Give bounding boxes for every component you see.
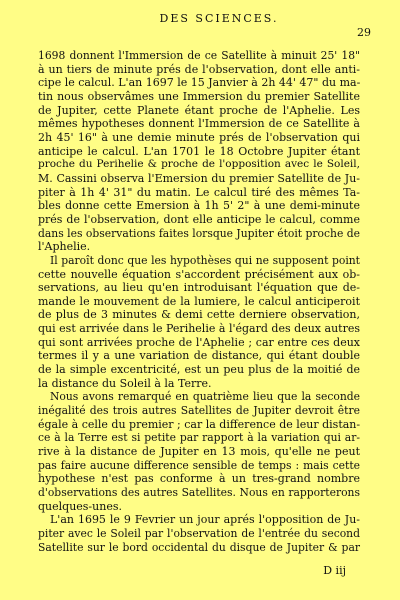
text-line: égale à celle du premier ; car la difference de leur distan- <box>38 417 361 431</box>
text-line: l'Aphelie. <box>38 240 91 254</box>
text-line: anticipe le calcul. L'an 1701 le 18 Octobre Jupiter étant <box>38 144 360 158</box>
text-line: de Jupiter, cette Planete étant proche de l'Aphelie. Les <box>38 103 360 117</box>
paragraph-2 <box>38 254 360 391</box>
paragraph-1 <box>38 49 360 254</box>
text-line: de plus de 3 minutes & demi cette derniere observation, <box>38 308 360 322</box>
text-line: ce à la Terre est si petite par rapport à la variation qui ar- <box>38 431 360 445</box>
text-line: de la simple excentricité, est un peu plus de la moitié de <box>38 363 360 377</box>
text-line: Satellite sur le bord occidental du disque de Jupiter & par <box>38 540 360 554</box>
text-line: tin nous observâmes une Immersion du premier Satellite <box>38 89 360 103</box>
text-line: piter avec le Soleil par l'observation de l'entrée du second <box>38 526 360 540</box>
text-line: rive à la distance de Jupiter en 13 mois, qu'elle ne peut <box>38 445 360 459</box>
text-line: d'observations des autres Satellites. Nous en rapporterons <box>38 486 360 499</box>
text-line: Nous avons remarqué en quatrième lieu que la seconde <box>50 390 360 404</box>
paragraph-4 <box>38 513 360 554</box>
text-line: la distance du Soleil à la Terre. <box>38 376 212 390</box>
text-line: quelques-unes. <box>38 499 122 513</box>
text-line: proche du Perihelie & proche de l'opposition avec le Soleil, <box>38 158 360 171</box>
text-line: qui sont arrivées proche de l'Aphelie ; car entre ces deux <box>38 335 360 349</box>
text-line: dans les observations faites lorsque Jupiter étoit proche de <box>38 226 360 240</box>
text-line: servations, au lieu qu'en introduisant l'équation que de- <box>38 281 360 295</box>
text-line: termes il y a une variation de distance, qui étant double <box>38 349 360 363</box>
text-line: pas faire aucune difference sensible de temps : mais cette <box>38 458 360 472</box>
text-line: bles donne cette Emersion à 1h 5' 2" à une demi-minute <box>38 199 360 213</box>
text-line: prés de l'observation, dont elle anticipe le calcul, comme <box>38 212 360 226</box>
text-line: M. Cassini observa l'Emersion du premier Satellite de Ju- <box>38 171 360 185</box>
text-line: inégalité des trois autres Satellites de Jupiter devroit être <box>38 404 360 418</box>
text-line: hypothese n'est pas conforme à un tres-grand nombre <box>38 472 360 486</box>
text-line: qui est arrivée dans le Perihelie à l'égard des deux autres <box>38 322 360 336</box>
text-line: mande le mouvement de la lumiere, le calcul anticiperoit <box>38 294 360 308</box>
text-line: mêmes hypotheses donnent l'Immersion de ce Satellite à <box>38 117 360 131</box>
text-line: L'an 1695 le 9 Fevrier un jour aprés l'opposition de Ju- <box>50 513 360 527</box>
text-line: cipe le calcul. L'an 1697 le 15 Janvier à 2h 44' 47" du ma- <box>38 76 361 90</box>
text-line: cette nouvelle équation s'accordent précisément aux ob- <box>38 267 360 281</box>
page-number: 29 <box>357 26 371 39</box>
text-line: à un tiers de minute prés de l'observation, dont elle anti- <box>38 62 360 76</box>
paragraph-3 <box>38 390 360 513</box>
running-head: DES SCIENCES. <box>159 12 279 25</box>
text-line: 1698 donnent l'Immersion de ce Satellite à minuit 25' 18" <box>38 49 360 62</box>
text-line: piter à 1h 4' 31" du matin. Le calcul tiré des mêmes Ta- <box>38 185 360 199</box>
signature-mark: D iij <box>323 564 346 577</box>
text-line: Il paroît donc que les hypothèses qui ne supposent point <box>50 253 360 267</box>
text-line: 2h 45' 16" à une demie minute prés de l'observation qui <box>38 130 360 144</box>
body-text <box>38 49 360 554</box>
